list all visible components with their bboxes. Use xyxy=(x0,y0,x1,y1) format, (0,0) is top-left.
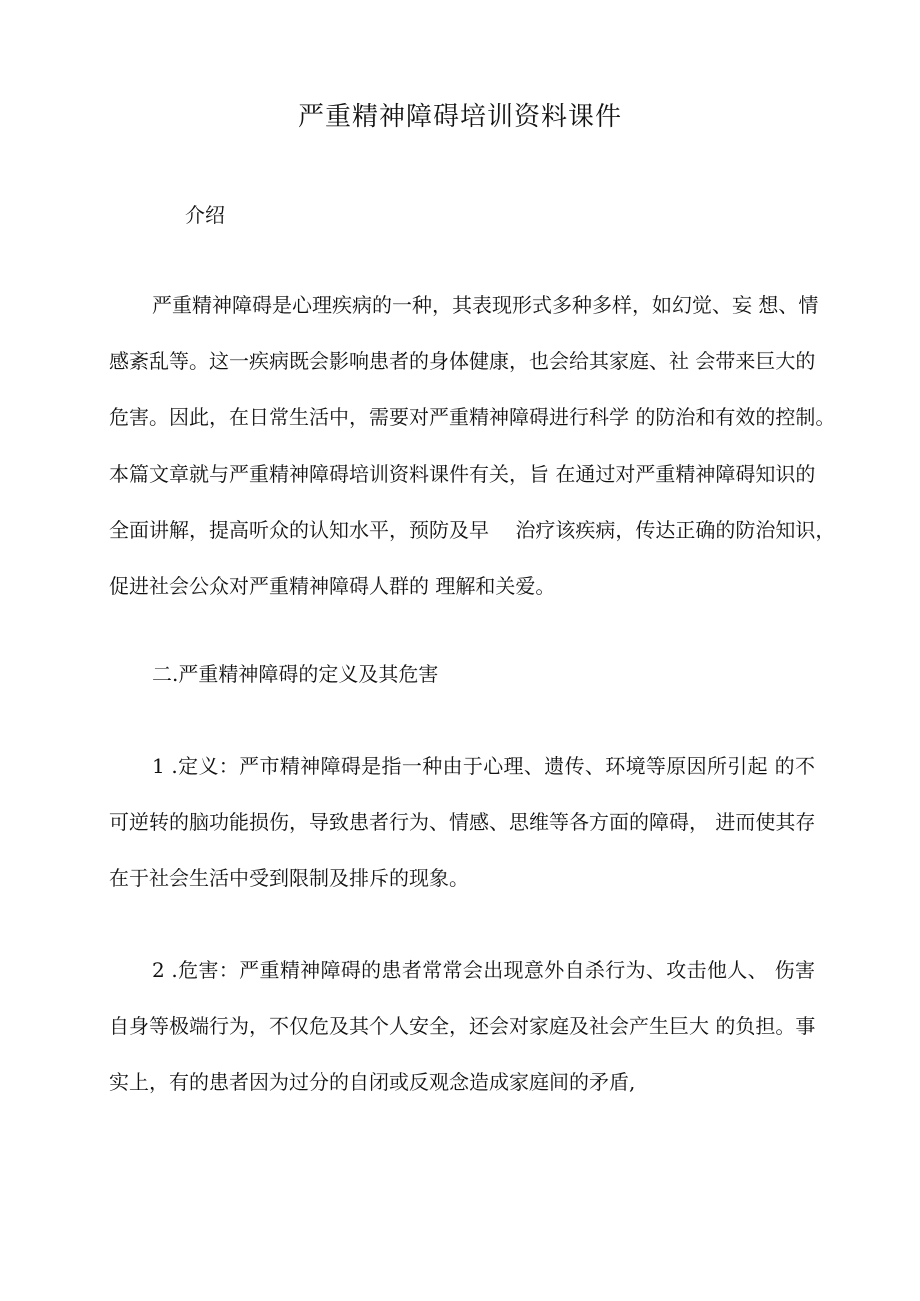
harm-paragraph-line: 2 .危害：严重精神障碍的患者常常会出现意外自杀行为、攻击他人、 伤害 xyxy=(152,958,815,982)
definition-paragraph-line: 1 .定义：严市精神障碍是指一种由于心理、遗传、环境等原因所引起 的不 xyxy=(152,754,815,778)
definition-paragraph-line: 在于社会生活中受到限制及排斥的现象。 xyxy=(109,866,469,890)
harm-paragraph-line: 自身等极端行为，不仅危及其个人安全，还会对家庭及社会产生巨大 的负担。事 xyxy=(109,1014,816,1038)
intro-paragraph-line: 感紊乱等。这一疾病既会影响患者的身体健康，也会给其家庭、社 会带来巨大的 xyxy=(109,349,816,373)
intro-paragraph-line: 全面讲解，提高听众的认知水平，预防及早 治疗该疾病，传达正确的防治知识， xyxy=(109,518,836,542)
intro-paragraph-line: 本篇文章就与严重精神障碍培训资料课件有关，旨 在通过对严重精神障碍知识的 xyxy=(109,462,816,486)
intro-paragraph-line: 危害。因此，在日常生活中，需要对严重精神障碍进行科学 的防治和有效的控制。 xyxy=(109,405,836,429)
section-heading: 二.严重精神障碍的定义及其危害 xyxy=(152,662,439,686)
harm-paragraph-line: 实上，有的患者因为过分的自闭或反观念造成家庭间的矛盾, xyxy=(109,1070,636,1094)
definition-paragraph-line: 可逆转的脑功能损伤，导致患者行为、情感、思维等各方面的障碍， 进而使其存 xyxy=(109,810,816,834)
document-title: 严重精神障碍培训资料课件 xyxy=(297,102,622,132)
intro-heading: 介绍 xyxy=(185,203,225,227)
intro-paragraph-line: 严重精神障碍是心理疾病的一种，其表现形式多种多样，如幻觉、妄 想、情 xyxy=(152,293,819,317)
intro-paragraph-line: 促进社会公众对严重精神障碍人群的 理解和关爱。 xyxy=(109,574,556,598)
